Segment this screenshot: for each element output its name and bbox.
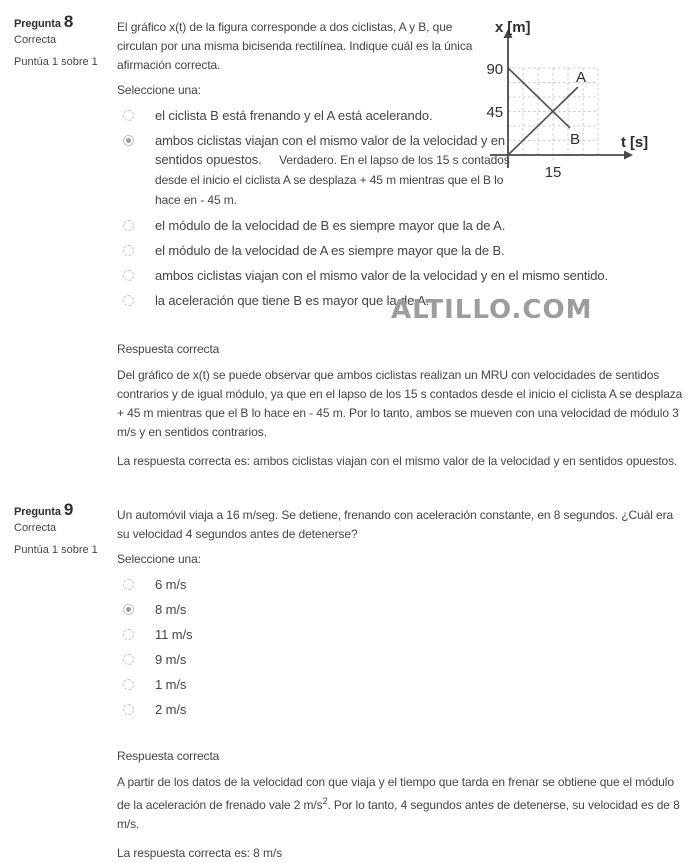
- option-label: 11 m/s: [155, 627, 193, 642]
- question-status: Correcta: [14, 34, 57, 46]
- question-9-info: [0, 501, 117, 863]
- option-label: 2 m/s: [155, 702, 187, 717]
- radio-icon[interactable]: [123, 245, 134, 256]
- question-number-value: 9: [63, 500, 74, 519]
- radio-icon[interactable]: [123, 220, 134, 231]
- series-b-label: B: [570, 131, 580, 148]
- feedback-body: Del gráfico de x(t) se puede observar que ambos ciclistas realizan un MRU con velocidades de sentidos contrarios y de igual módulo, ya que en el lapso de los 15 s contados desde el inicio el ciclista A se desplaza + 45 m mientras que el B lo hace en - 45 m. Por lo tanto, ambos se mueven con una velocidad de módulo 3 m/s y en sentidos contrarios.: [117, 368, 683, 439]
- option-label: 6 m/s: [155, 577, 187, 592]
- feedback-body-post: . Por lo tanto, 4 segundos antes de detenerse, su velocidad es de 8 m/s.: [117, 798, 680, 831]
- answer-option[interactable]: [117, 700, 686, 719]
- question-number-value: 8: [63, 12, 74, 31]
- feedback-title: Respuesta correcta: [117, 342, 220, 356]
- question-8-content: [117, 13, 700, 471]
- question-text: Un automóvil viaja a 16 m/seg. Se detiene, frenando con aceleración constante, en 8 segundos. ¿Cuál era su velocidad 4 segundos antes de detenerse?: [117, 508, 674, 541]
- option-label: el módulo de la velocidad de A es siempre mayor que la de B.: [155, 243, 505, 258]
- option-label: 8 m/s: [155, 602, 187, 617]
- radio-icon[interactable]: [123, 110, 134, 121]
- radio-icon[interactable]: [123, 654, 134, 665]
- answer-option-selected[interactable]: [117, 600, 686, 619]
- question-9-content: [117, 501, 700, 863]
- x-axis-label: t [s]: [621, 134, 648, 151]
- y-tick-45: 45: [486, 104, 503, 121]
- option-label: el módulo de la velocidad de B es siempre mayor que la de A.: [155, 218, 506, 233]
- option-label: el ciclista B está frenando y el A está acelerando.: [155, 108, 433, 123]
- question-grade: Puntúa 1 sobre 1: [14, 56, 98, 68]
- radio-selected-icon[interactable]: [123, 604, 134, 615]
- question-number-label: Pregunta: [14, 506, 61, 518]
- position-time-graph: [485, 16, 667, 190]
- question-status: Correcta: [14, 522, 57, 534]
- question-number-label: Pregunta: [14, 18, 61, 30]
- option-label: 1 m/s: [155, 677, 187, 692]
- answer-option[interactable]: [117, 266, 686, 285]
- radio-icon[interactable]: [123, 629, 134, 640]
- radio-icon[interactable]: [123, 579, 134, 590]
- question-number: [14, 501, 117, 518]
- radio-icon[interactable]: [123, 679, 134, 690]
- radio-icon[interactable]: [123, 704, 134, 715]
- x-tick-15: 15: [544, 164, 562, 181]
- feedback-body: [117, 773, 686, 834]
- correct-answer-text: La respuesta correcta es: ambos ciclistas viajan con el mismo valor de la velocidad y en sentidos opuestos.: [117, 454, 678, 468]
- answer-options: [117, 575, 686, 719]
- option-label: ambos ciclistas viajan con el mismo valor de la velocidad y en el mismo sentido.: [155, 268, 608, 283]
- series-a-label: A: [576, 69, 586, 86]
- question-8-info: [0, 13, 117, 471]
- answer-option[interactable]: [117, 625, 686, 644]
- y-axis-label: x [m]: [495, 19, 531, 36]
- option-label: 9 m/s: [155, 652, 187, 667]
- y-tick-90: 90: [486, 61, 503, 78]
- radio-selected-icon[interactable]: [123, 135, 134, 146]
- answer-option[interactable]: [117, 650, 686, 669]
- select-prompt: Seleccione una:: [117, 552, 201, 566]
- answer-option[interactable]: [117, 241, 686, 260]
- option-label: la aceleración que tiene B es mayor que la de A.: [155, 293, 430, 308]
- answer-option[interactable]: [117, 675, 686, 694]
- question-number: [14, 13, 117, 30]
- feedback-title: Respuesta correcta: [117, 749, 220, 763]
- radio-icon[interactable]: [123, 295, 134, 306]
- graph-axes: [490, 29, 633, 168]
- question-grade: Puntúa 1 sobre 1: [14, 544, 98, 556]
- question-text: El gráfico x(t) de la figura corresponde a dos ciclistas, A y B, que circulan por una misma bicisenda rectilínea. Indique cuál es la única afirmación correcta.: [117, 20, 473, 72]
- select-prompt: Seleccione una:: [117, 83, 201, 97]
- radio-icon[interactable]: [123, 270, 134, 281]
- option-inline-feedback: Verdadero. En el lapso de los 15 s contados desde el inicio el ciclista A se desplaza + 45 m mientras que el B lo hace en - 45 m.: [155, 153, 510, 207]
- question-9: [0, 501, 700, 863]
- answer-option[interactable]: [117, 216, 686, 235]
- feedback-body-pre: A partir de los datos de la velocidad con que viaja y el tiempo que tarda en frenar se obtiene que el módulo de la aceleración de frenado vale 2 m/s: [117, 775, 674, 812]
- question-8: [0, 13, 700, 471]
- series-b-line: [508, 68, 570, 128]
- feedback-superscript: 2: [322, 796, 328, 806]
- answer-option[interactable]: [117, 575, 686, 594]
- correct-answer-text: La respuesta correcta es: 8 m/s: [117, 846, 282, 860]
- watermark: ALTILLO.COM: [391, 295, 593, 325]
- option-label: ambos ciclistas viajan con el mismo valor de la velocidad y en sentidos opuestos.: [155, 133, 506, 167]
